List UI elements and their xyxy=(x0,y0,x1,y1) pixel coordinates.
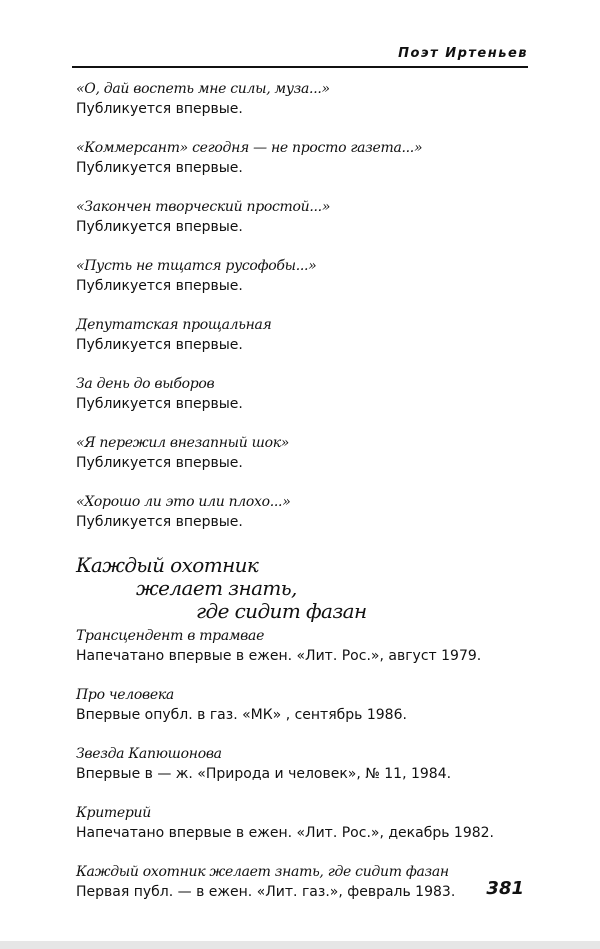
entry-title: Каждый охотник желает знать, где сидит фазан xyxy=(76,864,449,880)
entry-note: Публикуется впервые. xyxy=(76,101,243,117)
entry-note: Публикуется впервые. xyxy=(76,160,243,176)
list-item xyxy=(76,375,528,414)
entry-note: Первая публ. — в ежен. «Лит. газ.», февраль 1983. xyxy=(76,884,456,900)
list-item xyxy=(76,745,528,784)
list-item xyxy=(76,139,528,178)
running-head: Поэт Иртеньев xyxy=(398,46,528,61)
entry-title: За день до выборов xyxy=(76,376,215,392)
list-item xyxy=(76,434,528,473)
entries-list xyxy=(76,80,528,922)
entry-title: «Хорошо ли это или плохо...» xyxy=(76,494,291,510)
entry-note: Напечатано впервые в ежен. «Лит. Рос.», декабрь 1982. xyxy=(76,825,494,841)
entry-title: «Пусть не тщатся русофобы...» xyxy=(76,258,317,274)
section-entries xyxy=(76,627,528,902)
section-heading-line: Каждый охотник xyxy=(76,553,259,577)
section-heading xyxy=(76,554,528,623)
header-rule xyxy=(72,66,528,68)
entry-title: Звезда Капюшонова xyxy=(76,746,222,762)
entry-note: Впервые в — ж. «Природа и человек», № 11, 1984. xyxy=(76,766,452,782)
list-item xyxy=(76,627,528,666)
entry-note: Напечатано впервые в ежен. «Лит. Рос.», август 1979. xyxy=(76,648,482,664)
entry-title: Трансцендент в трамвае xyxy=(76,628,265,644)
list-item xyxy=(76,316,528,355)
page-number: 381 xyxy=(486,878,524,899)
entry-title: Про человека xyxy=(76,687,174,703)
entry-title: «О, дай воспеть мне силы, муза...» xyxy=(76,81,330,97)
page-bottom-edge xyxy=(0,941,600,949)
list-item xyxy=(76,493,528,532)
entry-title: Критерий xyxy=(76,805,151,821)
list-item xyxy=(76,257,528,296)
entry-note: Публикуется впервые. xyxy=(76,396,243,412)
list-item xyxy=(76,863,528,902)
list-item xyxy=(76,686,528,725)
entry-note: Публикуется впервые. xyxy=(76,219,243,235)
list-item xyxy=(76,804,528,843)
list-item xyxy=(76,198,528,237)
section-heading-line: где сидит фазан xyxy=(196,599,367,623)
list-item xyxy=(76,80,528,119)
entry-note: Публикуется впервые. xyxy=(76,455,243,471)
entry-title: Депутатская прощальная xyxy=(76,317,272,333)
entry-title: «Я пережил внезапный шок» xyxy=(76,435,290,451)
entry-note: Публикуется впервые. xyxy=(76,278,243,294)
entry-title: «Закончен творческий простой...» xyxy=(76,199,331,215)
entry-title: «Коммерсант» сегодня — не просто газета...» xyxy=(76,140,423,156)
entry-note: Впервые опубл. в газ. «МК» , сентябрь 1986. xyxy=(76,707,407,723)
section-heading-line: желает знать, xyxy=(136,576,297,600)
entry-note: Публикуется впервые. xyxy=(76,337,243,353)
entry-note: Публикуется впервые. xyxy=(76,514,243,530)
